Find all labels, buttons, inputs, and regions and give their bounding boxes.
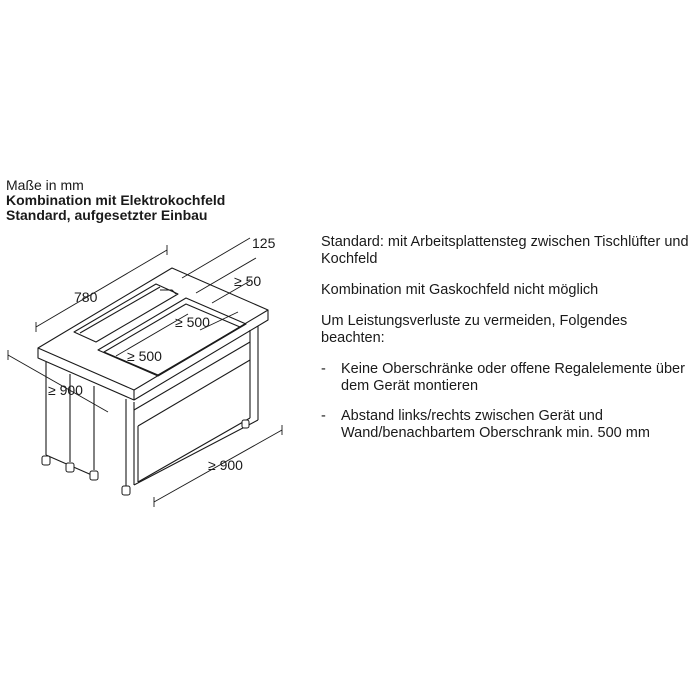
list-item-text: Abstand links/rechts zwischen Gerät und Wand/benachbartem Oberschrank min. 500 mm xyxy=(341,408,650,441)
note-gas: Kombination mit Gaskochfeld nicht möglich xyxy=(321,282,599,298)
cooktop-inner xyxy=(104,304,240,375)
dim-125-label: 125 xyxy=(252,235,276,251)
installation-drawing xyxy=(0,228,320,518)
installation-diagram xyxy=(0,228,320,518)
foot-1 xyxy=(42,456,50,465)
note-standard: Standard: mit Arbeitsplattensteg zwischen Tischlüfter und Kochfeld xyxy=(321,234,689,267)
dim-125-line xyxy=(182,238,250,278)
dim-50-label: ≥ 50 xyxy=(234,273,262,289)
dim-900-bottom-label: ≥ 900 xyxy=(208,457,243,473)
foot-2 xyxy=(66,463,74,472)
installation-notes xyxy=(321,234,693,455)
diagram-heading xyxy=(6,178,225,223)
list-item xyxy=(321,408,693,442)
downdraft-rim xyxy=(160,290,176,294)
foot-3 xyxy=(90,471,98,480)
dim-500-left-label: ≥ 500 xyxy=(127,348,162,364)
list-dash: - xyxy=(321,408,326,424)
list-item-text: Keine Oberschränke oder offene Regalelemente über dem Gerät montieren xyxy=(341,361,685,394)
note-performance: Um Leistungsverluste zu vermeiden, Folgendes beachten: xyxy=(321,313,628,346)
list-dash: - xyxy=(321,361,326,377)
note-list xyxy=(321,361,693,442)
foot-4 xyxy=(122,486,130,495)
dim-900-left-label: ≥ 900 xyxy=(48,382,83,398)
cabinet-bottom xyxy=(134,420,258,485)
units-note: Maße in mm xyxy=(6,177,84,193)
heading-title: Kombination mit Elektrokochfeld xyxy=(6,192,226,208)
dim-500-right-label: ≥ 500 xyxy=(175,314,210,330)
cabinet-lines xyxy=(38,268,268,488)
heading-subtitle: Standard, aufgesetzter Einbau xyxy=(6,207,208,223)
list-item xyxy=(321,361,693,395)
dim-780-label: 780 xyxy=(74,289,98,305)
open-top-inner xyxy=(138,360,250,426)
foot-5 xyxy=(242,420,249,428)
